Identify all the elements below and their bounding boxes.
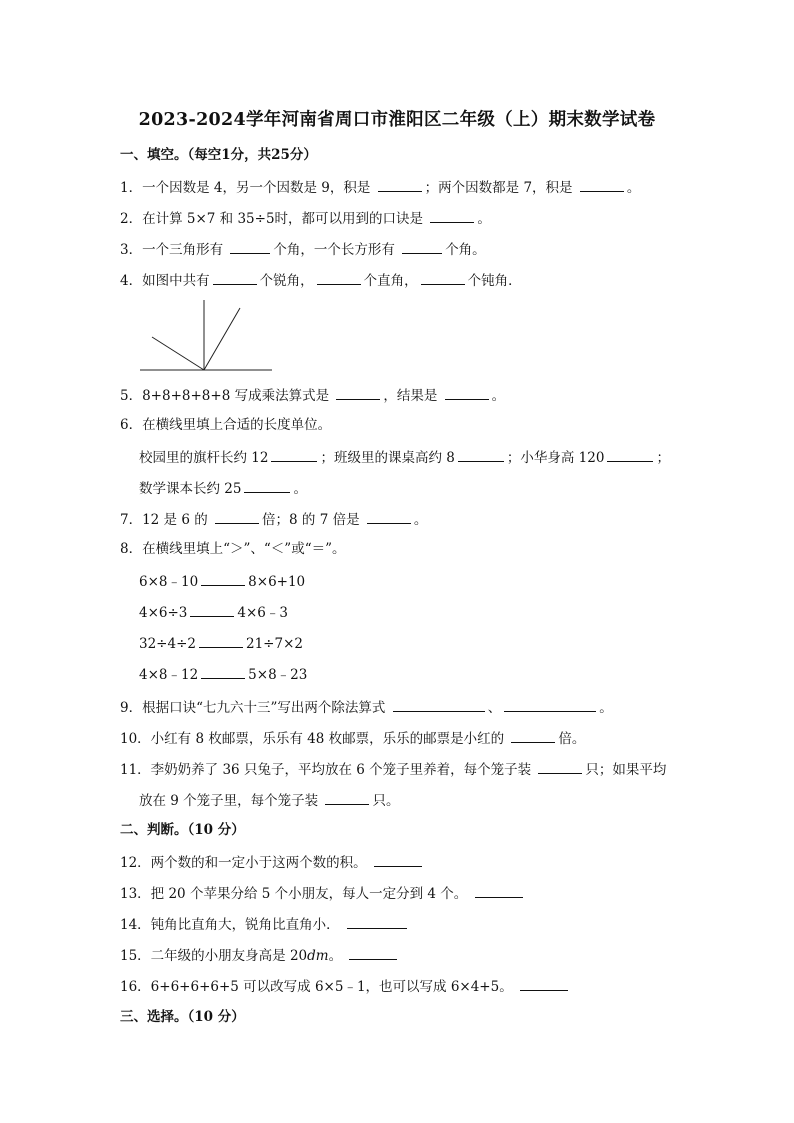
q15-unit: dm xyxy=(307,948,329,964)
q16-blank[interactable] xyxy=(520,976,568,991)
q8-row4-right: 5×8﹣23 xyxy=(248,667,308,683)
angle-ray-right xyxy=(204,308,240,370)
q10-text-a: 10．小红有 8 枚邮票，乐乐有 48 枚邮票，乐乐的邮票是小红的 xyxy=(120,731,505,747)
question-11 xyxy=(120,759,666,779)
question-2 xyxy=(120,208,491,228)
q1-blank-2[interactable] xyxy=(580,177,624,192)
q4-blank-2[interactable] xyxy=(317,270,361,285)
q6-text-4: ； xyxy=(656,450,670,466)
section-multiple-choice: 三、选择。（10 分） xyxy=(120,1009,245,1025)
q5-text-a: 5．8+8+8+8+8 写成乘法算式是 xyxy=(120,388,330,404)
question-13 xyxy=(120,883,526,903)
question-8-row-1 xyxy=(139,571,305,591)
q1-blank-1[interactable] xyxy=(378,177,422,192)
question-10 xyxy=(120,728,585,748)
exam-title: 2023-2024学年河南省周口市淮阳区二年级（上）期末数学试卷 xyxy=(138,110,656,130)
q7-text-a: 7．12 是 6 的 xyxy=(120,512,208,528)
q5-blank-2[interactable] xyxy=(445,385,489,400)
q7-text-b: 倍；8 的 7 倍是 xyxy=(262,512,360,528)
question-6-line-2 xyxy=(139,478,307,498)
q15-text-a: 15．二年级的小朋友身高是 20 xyxy=(120,948,308,964)
angle-ray-left xyxy=(152,337,204,370)
q8-row3-left: 32÷4÷2 xyxy=(139,636,196,652)
q8-row1-right: 8×6+10 xyxy=(248,574,306,590)
q8-row1-left: 6×8﹣10 xyxy=(139,574,199,590)
q7-blank-1[interactable] xyxy=(215,509,259,524)
q9-text-a: 9．根据口诀“七九六十三”写出两个除法算式 xyxy=(120,700,386,716)
q9-text-c: 。 xyxy=(599,700,613,716)
q11-text-c: 放在 9 个笼子里，每个笼子装 xyxy=(139,793,319,809)
q9-text-b: 、 xyxy=(487,700,502,716)
question-1 xyxy=(120,177,640,197)
q8-row2-left: 4×6÷3 xyxy=(139,605,188,621)
question-12 xyxy=(120,852,425,872)
question-14 xyxy=(120,914,410,934)
q4-blank-1[interactable] xyxy=(213,270,257,285)
question-6: 6．在横线里填上合适的长度单位。 xyxy=(120,417,332,433)
q4-text-d: 个钝角． xyxy=(467,273,522,289)
q7-blank-2[interactable] xyxy=(367,509,411,524)
q6-blank-2[interactable] xyxy=(458,447,504,462)
q1-text-b: ；两个因数都是 7，积是 xyxy=(424,180,573,196)
q4-text-b: 个锐角， xyxy=(259,273,314,289)
q11-blank-1[interactable] xyxy=(538,759,582,774)
q16-text: 16．6+6+6+6+5 可以改写成 6×5﹣1，也可以写成 6×4+5。 xyxy=(120,979,513,995)
q1-text-a: 1．一个因数是 4，另一个因数是 9，积是 xyxy=(120,180,371,196)
q12-text: 12．两个数的和一定小于这两个数的积。 xyxy=(120,855,367,871)
question-16 xyxy=(120,976,571,996)
q6-blank-4[interactable] xyxy=(244,478,290,493)
q11-text-b: 只；如果平均 xyxy=(585,762,667,778)
question-8: 8．在横线里填上“＞”、“＜”或“＝”。 xyxy=(120,541,346,557)
q8-row1-blank[interactable] xyxy=(201,571,245,586)
q4-text-c: 个直角， xyxy=(363,273,418,289)
q5-text-c: 。 xyxy=(491,388,506,404)
q2-text-b: 。 xyxy=(477,211,491,227)
q11-text-a: 11．李奶奶养了 36 只兔子，平均放在 6 个笼子里养着，每个笼子装 xyxy=(120,762,532,778)
q8-row4-blank[interactable] xyxy=(201,664,245,679)
q15-blank[interactable] xyxy=(349,945,397,960)
q1-text-c: 。 xyxy=(626,180,641,196)
q6-blank-1[interactable] xyxy=(271,447,317,462)
question-11-line-2 xyxy=(139,790,399,810)
q6-text-3: ；小华身高 120 xyxy=(506,450,605,466)
question-8-row-3 xyxy=(139,633,303,653)
q9-blank-1[interactable] xyxy=(393,697,485,712)
q4-blank-3[interactable] xyxy=(421,270,465,285)
question-5 xyxy=(120,385,505,405)
q13-text: 13．把 20 个苹果分给 5 个小朋友，每人一定分到 4 个。 xyxy=(120,886,468,902)
q8-row2-blank[interactable] xyxy=(190,602,234,617)
q15-text-b: 。 xyxy=(328,948,343,964)
q6-text-6: 。 xyxy=(293,481,307,497)
q6-text-5: 数学课本长约 25 xyxy=(139,481,242,497)
q6-text-1: 校园里的旗杆长约 12 xyxy=(139,450,269,466)
q10-text-b: 倍。 xyxy=(558,731,586,747)
q9-blank-2[interactable] xyxy=(504,697,596,712)
q11-text-d: 只。 xyxy=(372,793,400,809)
q3-blank-2[interactable] xyxy=(402,239,442,254)
question-8-row-2 xyxy=(139,602,288,622)
q3-blank-1[interactable] xyxy=(230,239,270,254)
question-15 xyxy=(120,945,400,965)
q7-text-c: 。 xyxy=(413,512,428,528)
q11-blank-2[interactable] xyxy=(325,790,369,805)
question-7 xyxy=(120,509,427,529)
q8-row4-left: 4×8﹣12 xyxy=(139,667,199,683)
q5-blank-1[interactable] xyxy=(336,385,380,400)
q3-text-c: 个角。 xyxy=(445,242,486,258)
q14-blank[interactable] xyxy=(347,914,407,929)
q13-blank[interactable] xyxy=(475,883,523,898)
q6-blank-3[interactable] xyxy=(607,447,653,462)
q8-row3-blank[interactable] xyxy=(199,633,243,648)
q2-blank[interactable] xyxy=(430,208,474,223)
section-true-false: 二、判断。（10 分） xyxy=(120,822,245,838)
q3-text-a: 3．一个三角形有 xyxy=(120,242,224,258)
q12-blank[interactable] xyxy=(374,852,422,867)
q6-text-2: ；班级里的课桌高约 8 xyxy=(320,450,455,466)
question-9 xyxy=(120,697,613,717)
question-4 xyxy=(120,270,522,290)
section-fill-in: 一、填空。（每空1分，共25分） xyxy=(120,147,317,163)
q14-text: 14．钝角比直角大，锐角比直角小． xyxy=(120,917,340,933)
question-6-line-1 xyxy=(139,447,670,467)
q8-row2-right: 4×6﹣3 xyxy=(237,605,288,621)
q4-text-a: 4．如图中共有 xyxy=(120,273,210,289)
question-3 xyxy=(120,239,486,259)
q3-text-b: 个角，一个长方形有 xyxy=(273,242,395,258)
question-8-row-4 xyxy=(139,664,307,684)
q10-blank[interactable] xyxy=(511,728,555,743)
angle-figure xyxy=(140,300,280,375)
q5-text-b: ，结果是 xyxy=(383,388,438,404)
q8-row3-right: 21÷7×2 xyxy=(245,636,303,652)
q2-text-a: 2．在计算 5×7 和 35÷5时，都可以用到的口诀是 xyxy=(120,211,424,227)
